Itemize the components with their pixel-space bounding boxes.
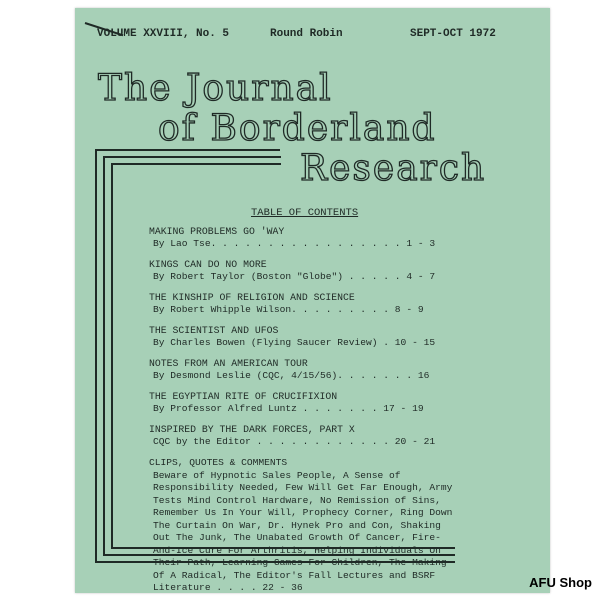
title-line-1: The Journal	[98, 68, 333, 109]
toc-entry-title: THE SCIENTIST AND UFOS	[149, 325, 279, 336]
table-of-contents	[149, 226, 479, 595]
frame-top-line-3	[111, 163, 281, 165]
section-label: Round Robin	[270, 28, 343, 40]
frame-left-line	[95, 149, 97, 561]
volume-label: VOLUME XXVIII, No. 5	[97, 28, 230, 40]
toc-heading: TABLE OF CONTENTS	[251, 207, 359, 219]
toc-entry-title: NOTES FROM AN AMERICAN TOUR	[149, 358, 308, 369]
title-line-3: Research	[300, 148, 487, 189]
toc-entry-title: THE KINSHIP OF RELIGION AND SCIENCE	[149, 292, 355, 303]
toc-entry	[149, 292, 479, 316]
issue-date: SEPT-OCT 1972	[410, 28, 496, 40]
clips-title: CLIPS, QUOTES & COMMENTS	[149, 457, 288, 468]
frame-top-line	[95, 149, 280, 151]
shop-watermark: AFU Shop	[529, 575, 592, 590]
toc-entry-byline: By Robert Whipple Wilson. . . . . . . . . 8 - 9	[153, 304, 424, 315]
toc-entry-byline: By Lao Tse. . . . . . . . . . . . . . . . . 1 - 3	[153, 238, 436, 249]
toc-entry-title: MAKING PROBLEMS GO 'WAY	[149, 226, 285, 237]
toc-entry-byline: By Charles Bowen (Flying Saucer Review) . 10 - 15	[153, 337, 436, 348]
frame-top-line-2	[103, 156, 281, 158]
toc-entry-title: THE EGYPTIAN RITE OF CRUCIFIXION	[149, 391, 338, 402]
toc-entry	[149, 226, 479, 250]
journal-cover	[75, 8, 550, 593]
toc-entry-byline: CQC by the Editor . . . . . . . . . . . . 20 - 21	[153, 436, 436, 447]
toc-entry-byline: By Robert Taylor (Boston "Globe") . . . . . 4 - 7	[153, 271, 436, 282]
toc-entry	[149, 391, 479, 415]
toc-entry	[149, 259, 479, 283]
frame-left-line-2	[103, 156, 105, 554]
toc-entry-title: KINGS CAN DO NO MORE	[149, 259, 267, 270]
clips-body: Beware of Hypnotic Sales People, A Sense of Responsibility Needed, Few Will Get Far Enough, Army Tests Mind Control Hardware, No Remission of Sins, Remember Us In Your Will, Prophecy Corner, Ring Down The Curtain On War, Dr. Hynek Pro and Con, Shaking Out The Junk, The Unabated Growth Of Cancer, Fire-And-Ice Cure For Arthritis, Helping Individuals On Their Path, Learning Games For Children, The Making Of A Radical, The Editor's Fall Lectures and BSRF Literature . . . . 22 - 36	[153, 469, 453, 593]
toc-clips-section	[149, 457, 479, 595]
title-line-2: of Borderland	[158, 108, 437, 149]
toc-entry	[149, 424, 479, 448]
toc-entry	[149, 325, 479, 349]
toc-entry	[149, 358, 479, 382]
toc-entry-byline: By Professor Alfred Luntz . . . . . . . 17 - 19	[153, 403, 424, 414]
toc-entry-byline: By Desmond Leslie (CQC, 4/15/56). . . . . . . 16	[153, 370, 430, 381]
frame-left-line-3	[111, 163, 113, 547]
toc-entry-title: INSPIRED BY THE DARK FORCES, PART X	[149, 424, 355, 435]
